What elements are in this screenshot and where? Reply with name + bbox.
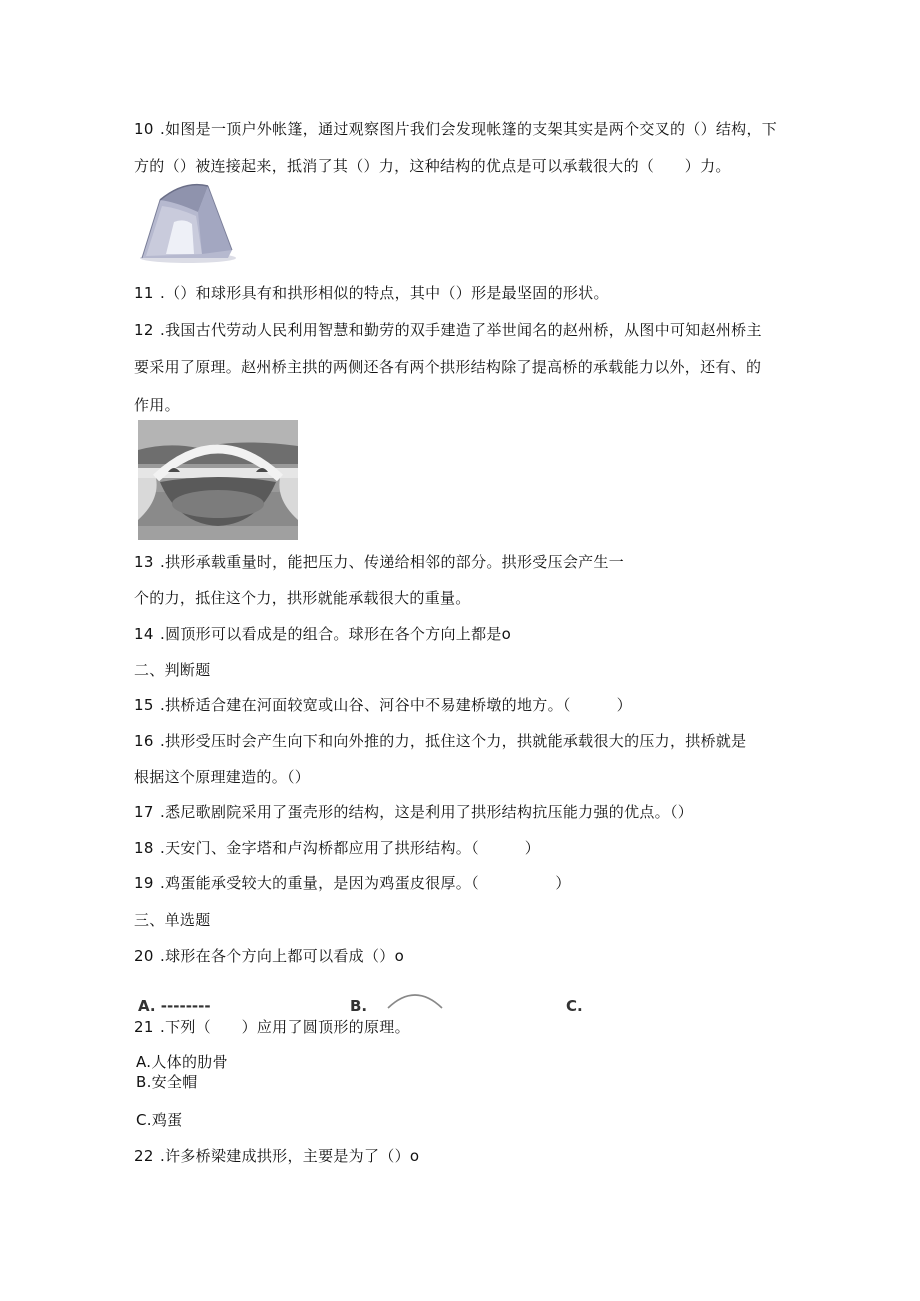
- q10-number: 10: [134, 120, 154, 138]
- q16-number: 16: [134, 732, 154, 750]
- arch-curve-icon: [384, 988, 446, 1010]
- q15-line1: [134, 695, 632, 715]
- q16-text: .拱形受压时会产生向下和向外推的力，抵住这个力，拱就能承载很大的压力，拱桥就是: [160, 732, 747, 750]
- q21-option-a[interactable]: A.人体的肋骨: [136, 1053, 228, 1071]
- q14-number: 14: [134, 625, 154, 643]
- q20-option-b[interactable]: [350, 996, 367, 1016]
- q21-option-c[interactable]: C.鸡蛋: [136, 1111, 183, 1129]
- q10-line1: [134, 119, 777, 139]
- q20-line1: [134, 946, 404, 966]
- tent-image: [136, 178, 236, 264]
- q11-number: 11: [134, 284, 154, 302]
- q13-line2: 个的力，抵住这个力，拱形就能承载很大的重量。: [134, 589, 471, 607]
- q15-number: 15: [134, 696, 154, 714]
- q14-line1: [134, 624, 511, 644]
- bridge-icon: [138, 420, 298, 540]
- q16-line1: [134, 731, 746, 751]
- q13-number: 13: [134, 553, 154, 571]
- q12-line1: [134, 320, 762, 340]
- section-single-choice-heading: 三、单选题: [134, 911, 211, 929]
- q20-option-a-label: A. --------: [138, 997, 211, 1015]
- q20-number: 20: [134, 947, 154, 965]
- q17-line1: [134, 802, 693, 822]
- q22-text: .许多桥梁建成拱形，主要是为了（）o: [160, 1147, 420, 1165]
- section-judgement-heading: 二、判断题: [134, 661, 211, 679]
- q12-text: .我国古代劳动人民利用智慧和勤劳的双手建造了举世闻名的赵州桥，从图中可知赵州桥主: [160, 321, 762, 339]
- q21-option-b[interactable]: B.安全帽: [136, 1073, 198, 1091]
- q21-line1: [134, 1017, 410, 1037]
- q18-line1: [134, 838, 540, 858]
- q19-line1: [134, 873, 571, 893]
- q20-option-a[interactable]: [138, 996, 211, 1016]
- zhaozhou-bridge-image: [138, 420, 298, 540]
- q14-text: .圆顶形可以看成是的组合。球形在各个方向上都是o: [160, 625, 512, 643]
- q15-text: .拱桥适合建在河面较宽或山谷、河谷中不易建桥墩的地方。（ ）: [160, 696, 632, 714]
- q17-number: 17: [134, 803, 154, 821]
- q19-number: 19: [134, 874, 154, 892]
- q16-line2: 根据这个原理建造的。（）: [134, 768, 311, 786]
- q13-line1: [134, 552, 624, 572]
- q20-option-c-label: C.: [566, 997, 583, 1015]
- q13-text: .拱形承载重量时，能把压力、传递给相邻的部分。拱形受压会产生一: [160, 553, 625, 571]
- q18-text: .天安门、金字塔和卢沟桥都应用了拱形结构。（ ）: [160, 839, 541, 857]
- q10-text: .如图是一顶户外帐篷，通过观察图片我们会发现帐篷的支架其实是两个交叉的（）结构，下: [160, 120, 778, 138]
- q17-text: .悉尼歌剧院采用了蛋壳形的结构，这是利用了拱形结构抗压能力强的优点。（）: [160, 803, 694, 821]
- q12-number: 12: [134, 321, 154, 339]
- q18-number: 18: [134, 839, 154, 857]
- q22-number: 22: [134, 1147, 154, 1165]
- q21-number: 21: [134, 1018, 154, 1036]
- q11-line1: [134, 283, 609, 303]
- q22-line1: [134, 1146, 419, 1166]
- q20-option-c[interactable]: [566, 996, 583, 1016]
- q10-line2: 方的（）被连接起来，抵消了其（）力，这种结构的优点是可以承载很大的（ ）力。: [134, 157, 731, 175]
- q12-line2: 要采用了原理。赵州桥主拱的两侧还各有两个拱形结构除了提高桥的承载能力以外，还有、的: [134, 358, 762, 376]
- q20-option-b-label: B.: [350, 997, 368, 1015]
- q21-text: .下列（ ）应用了圆顶形的原理。: [160, 1018, 410, 1036]
- q12-line3: 作用。: [134, 396, 180, 414]
- q19-text: .鸡蛋能承受较大的重量，是因为鸡蛋皮很厚。（ ）: [160, 874, 571, 892]
- q11-text: .（）和球形具有和拱形相似的特点，其中（）形是最坚固的形状。: [160, 284, 609, 302]
- q20-text: .球形在各个方向上都可以看成（）o: [160, 947, 405, 965]
- tent-icon: [136, 178, 236, 264]
